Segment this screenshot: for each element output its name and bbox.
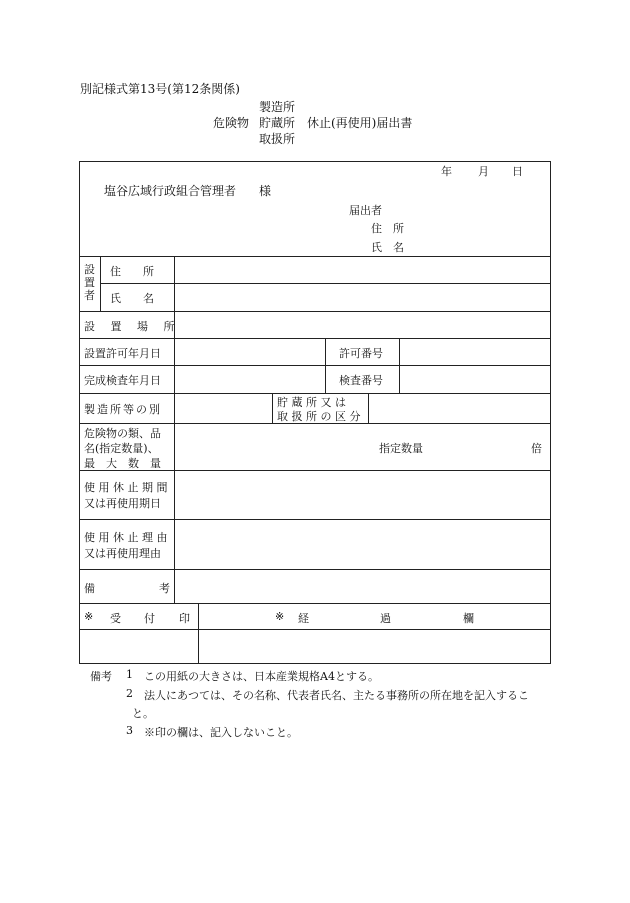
- progress-mark: ※: [275, 610, 285, 623]
- permit-number-label: 許可番号: [339, 347, 383, 360]
- date-day: 日: [512, 165, 523, 178]
- permit-date-label: 設置許可年月日: [84, 347, 161, 360]
- inspection-date-label: 完成検査年月日: [84, 374, 161, 387]
- install-location-label: 設 置 場 所: [84, 320, 181, 333]
- storage-type-label-1: 貯 蔵 所 又 は: [277, 396, 346, 409]
- facility-type-label: 製造所等の別: [84, 403, 162, 416]
- installer-name-label: 氏 名: [110, 292, 154, 305]
- suspension-period-label-1: 使 用 休 止 期 間: [84, 481, 168, 494]
- remarks-label-right: 考: [159, 582, 170, 595]
- note-num-3: 3: [126, 724, 133, 737]
- installer-group-label: 設置者: [84, 263, 95, 302]
- note-num-1: 1: [126, 668, 133, 681]
- hazmat-label-1: 危険物の類、品: [84, 427, 161, 440]
- suspension-reason-label-1: 使 用 休 止 理 由: [84, 531, 168, 544]
- note-text-2: 法人にあつては、その名称、代表者氏名、主たる事務所の所在地を記入するこ: [144, 689, 529, 702]
- date-year: 年: [441, 165, 452, 178]
- notifier-label: 届出者: [349, 204, 382, 217]
- notes-label: 備考: [90, 670, 112, 683]
- title-facility-handling: 取扱所: [259, 132, 296, 146]
- note-num-2: 2: [126, 687, 133, 700]
- reception-char-2: 付: [144, 612, 155, 625]
- title-facility-manufacturing: 製造所: [259, 100, 296, 114]
- designated-qty-unit: 倍: [531, 442, 542, 455]
- suspension-reason-label-2: 又は再使用理由: [84, 547, 161, 560]
- note-text-3: ※印の欄は、記入しないこと。: [144, 726, 298, 739]
- reception-char-3: 印: [179, 612, 190, 625]
- progress-char-2: 過: [380, 612, 391, 625]
- storage-type-label-2: 取 扱 所 の 区 分: [277, 410, 361, 423]
- reception-char-1: 受: [110, 612, 121, 625]
- date-month: 月: [478, 165, 489, 178]
- title-suffix: 休止(再使用)届出書: [307, 116, 413, 130]
- progress-char-3: 欄: [463, 612, 474, 625]
- title-facility-storage: 貯蔵所: [259, 116, 296, 130]
- remarks-label-left: 備: [84, 582, 95, 595]
- honorific: 様: [259, 184, 272, 198]
- reception-mark: ※: [84, 610, 94, 623]
- installer-address-label: 住 所: [110, 265, 154, 278]
- notifier-name-label: 氏 名: [371, 241, 404, 254]
- note-text-2-cont: と。: [132, 707, 154, 720]
- notifier-address-label: 住 所: [371, 222, 404, 235]
- hazmat-label-3: 最 大 数 量: [84, 457, 161, 470]
- progress-char-1: 経: [298, 612, 309, 625]
- designated-qty-label: 指定数量: [379, 442, 423, 455]
- suspension-period-label-2: 又は再使用期日: [84, 497, 161, 510]
- inspection-number-label: 検査番号: [339, 374, 383, 387]
- form-number: 別記様式第13号(第12条関係): [80, 82, 240, 96]
- hazmat-label-2: 名(指定数量)、: [84, 442, 159, 455]
- title-prefix: 危険物: [213, 116, 250, 130]
- note-text-1: この用紙の大きさは、日本産業規格A4とする。: [144, 670, 379, 683]
- addressee: 塩谷広域行政組合管理者: [104, 184, 237, 198]
